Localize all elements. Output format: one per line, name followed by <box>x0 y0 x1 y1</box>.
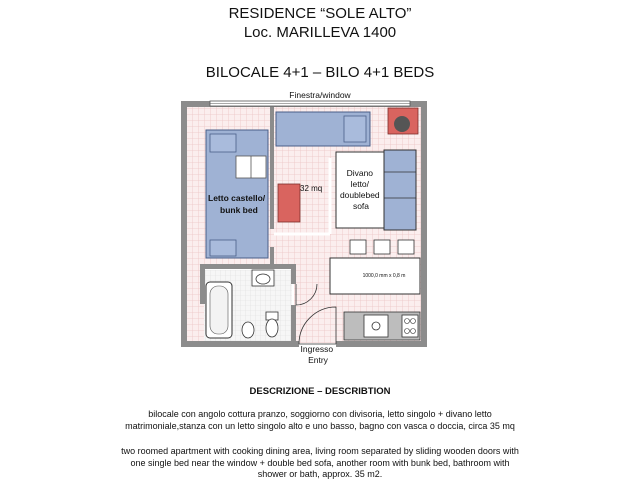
description-italian: bilocale con angolo cottura pranzo, soggiorno con divisoria, letto singolo + divano letto matrimoniale,stanza con un letto singolo alto e uno basso, bagno con vasca o doccia, circa 35 mq <box>125 409 515 431</box>
washbasin <box>252 270 274 286</box>
single-bed <box>276 112 370 146</box>
description-english: two roomed apartment with cooking dining area, living room separated by sliding wooden doors with one single bed near the window + double bed sofa, another room with bunk bed, bathroom with shower or bath, approx. 35 m2. <box>121 446 519 479</box>
kitchen-unit <box>344 312 420 340</box>
sofa-label: Divano letto/ doublebed sofa <box>339 168 380 211</box>
entry-label: Ingresso Entry <box>300 344 334 365</box>
bunk-bed-label: Letto castello/ bunk bed <box>208 193 266 215</box>
toilet <box>266 312 278 337</box>
desk <box>278 184 300 222</box>
bathtub <box>206 282 232 338</box>
table-label: 1000,0 mm x 0,8 m <box>362 273 406 279</box>
apartment-type: BILOCALE 4+1 – BILO 4+1 BEDS <box>205 64 435 81</box>
bidet <box>242 322 254 338</box>
residence-name: RESIDENCE “SOLE ALTO” <box>228 5 412 22</box>
area-label: 32 mq <box>300 184 323 193</box>
window-label: Finestra/window <box>289 90 351 100</box>
location: Loc. MARILLEVA 1400 <box>243 24 397 41</box>
description-heading: DESCRIZIONE – DESCRIBTION <box>249 386 391 397</box>
